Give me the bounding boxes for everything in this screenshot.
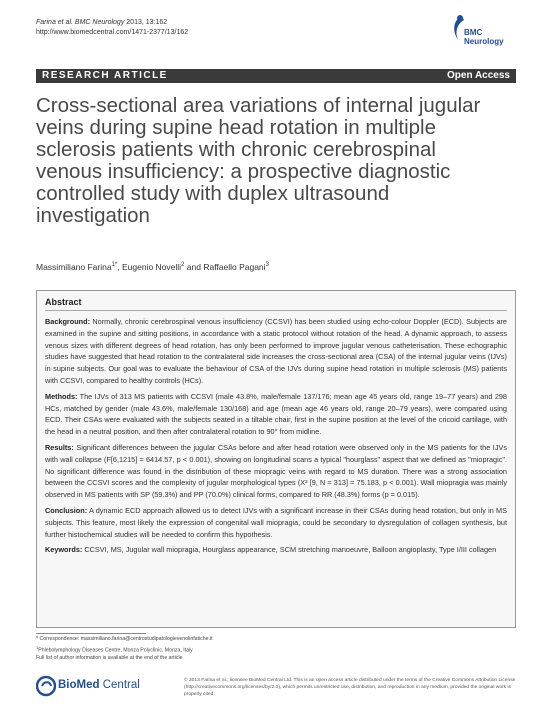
author-name[interactable]: Massimiliano Farina [36, 262, 112, 272]
section-text: CCSVI, MS, Jugular wall miopragia, Hourglass appearance, SCM stretching manoeuvre, Balloon angioplasty, Type I/III collagen [84, 545, 497, 555]
full-list-note: Full list of author information is available at the end of the article [36, 654, 183, 661]
abstract-methods [45, 391, 507, 438]
abstract-keywords [45, 544, 507, 556]
article-type: RESEARCH ARTICLE [42, 70, 168, 81]
bmc-swirl-icon [36, 675, 56, 697]
footnote-divider [36, 633, 146, 634]
article-type-banner [36, 69, 516, 83]
author-name[interactable]: Eugenio Novelli [122, 262, 182, 272]
footnotes [36, 636, 213, 663]
author-list [36, 262, 269, 272]
logo-line-2: Neurology [464, 37, 504, 46]
article-url[interactable]: http://www.biomedcentral.com/1471-2377/13/162 [36, 29, 189, 36]
journal-name: Farina et al. BMC Neurology [36, 19, 125, 26]
logo-line-1: BMC [464, 28, 483, 37]
abstract-box [36, 290, 516, 628]
publisher-bold: BioMed [58, 679, 100, 691]
author-separator: , [117, 262, 122, 272]
open-access-label: Open Access [447, 70, 510, 81]
abstract-heading: Abstract [45, 297, 82, 307]
section-label: Conclusion: [45, 505, 88, 515]
section-label: Methods: [45, 391, 78, 401]
publisher-logo [36, 675, 156, 697]
affiliation-text: Phlebolymphology Diseases Centre, Monza Polyclinic, Monza, Italy [38, 647, 193, 654]
correspondence-line[interactable]: * Correspondence: massimiliano.farina@centrostudipatologievenolinfatiche.it [36, 636, 213, 642]
affiliation-sup: 1 [36, 644, 39, 650]
section-text: Normally, chronic cerebrospinal venous insufficiency (CCSVI) has been studied using echo-colour Doppler (ECD). Subjects are examined in the supine and sitting positions, in accordance with a static protocol without rotation of the head. A dynamic approach, to assess venous sizes with different degrees of head rotation, has only been performed to improve jugular venous catheterisation. These echographic studies have suggested that head rotation to the contralateral side increases the cross-sectional area (CSA) of the internal jugular veins (IJVs) in supine subjects. Our goal was to evaluate the behaviour of CSA of the IJVs during supine head rotation in multiple sclerosis (MS) patients with CCSVI, compared to healthy controls (HCs). [45, 317, 507, 385]
author-separator: and [184, 262, 204, 272]
header-citation [36, 18, 188, 38]
journal-logo [448, 12, 518, 52]
affiliation-line [36, 644, 213, 655]
year-issue: 2013, 13:162 [126, 19, 168, 26]
section-label: Background: [45, 317, 90, 326]
abstract-divider [45, 310, 507, 311]
section-text: A dynamic ECD approach allowed us to detect IJVs with a significant increase in their CSAs during head rotation, but only in MS subjects. This feature, most likely the expression of congenital wall miopragia, could be secondary to dysregulation of collagen synthesis, but further histochemical studies will be needed to confirm this hypothesis. [45, 505, 507, 539]
abstract-results [45, 442, 507, 501]
abstract-conclusion [45, 505, 507, 540]
section-label: Results: [45, 442, 74, 452]
article-title: Cross-sectional area variations of internal jugular veins during supine head rotation in multiple sclerosis patients with chronic cerebrospinal venous insufficiency: a prospective diagnostic controlled study with duplex ultrasound investigation [36, 94, 481, 227]
publisher-normal: Central [99, 679, 140, 691]
abstract-background [45, 316, 507, 387]
author-affiliation-sup: 1* [111, 262, 118, 269]
author-name[interactable]: Raffaello Pagani [203, 262, 266, 272]
section-text: Significant differences between the jugular CSAs before and after head rotation were observed only in the MS patients for the IJVs with wall collapse (F[6,1215] = 6414.57, p < 0.001), showing on longitudinal scans a typical "hourglass" aspect that we defined as "miopragic". No significant difference was found in the distribution of these miopragic veins with regard to MS duration. There was a strong association between the CCSVI scores and the complexity of jugular morphological types (X² [9, N = 313] = 75.183, p < 0.001). Wall miopragia was mainly observed in MS patients with SP (59.3%) and PP (70.0%) clinical forms, compared to RR (48.3%) forms (p = 0.015). [45, 442, 508, 500]
license-text: © 2013 Farina et al.; licensee BioMed Central Ltd. This is an open access article distributed under the terms of the Creative Commons Attribution License (http://creativecommons.org/licenses/by/2.0), which permits unrestricted use, distribution, and reproduction in any medium, provided the original work is properly cited. [184, 678, 516, 697]
section-label: Keywords: [45, 545, 83, 555]
publisher-name [58, 679, 140, 691]
author-affiliation-sup: 3 [265, 262, 269, 269]
section-text: The IJVs of 313 MS patients with CCSVI (male 43.8%, male/female 137/176; mean age 45 years old, range 19–77 years) and 298 HCs, matched by gender (male 43.6%, male/female 130/168) and age (mean age 46 years old, range 20–79 years), were compared using ECD. Their CSAs were evaluated with the subjects seated in a tiltable chair, first in the supine position at the level of the cricoid cartilage, with the head in a neutral position, and then after contralateral rotation to 90° from midline. [45, 391, 507, 437]
abstract-body [45, 316, 507, 560]
author-affiliation-sup: 2 [181, 262, 185, 269]
